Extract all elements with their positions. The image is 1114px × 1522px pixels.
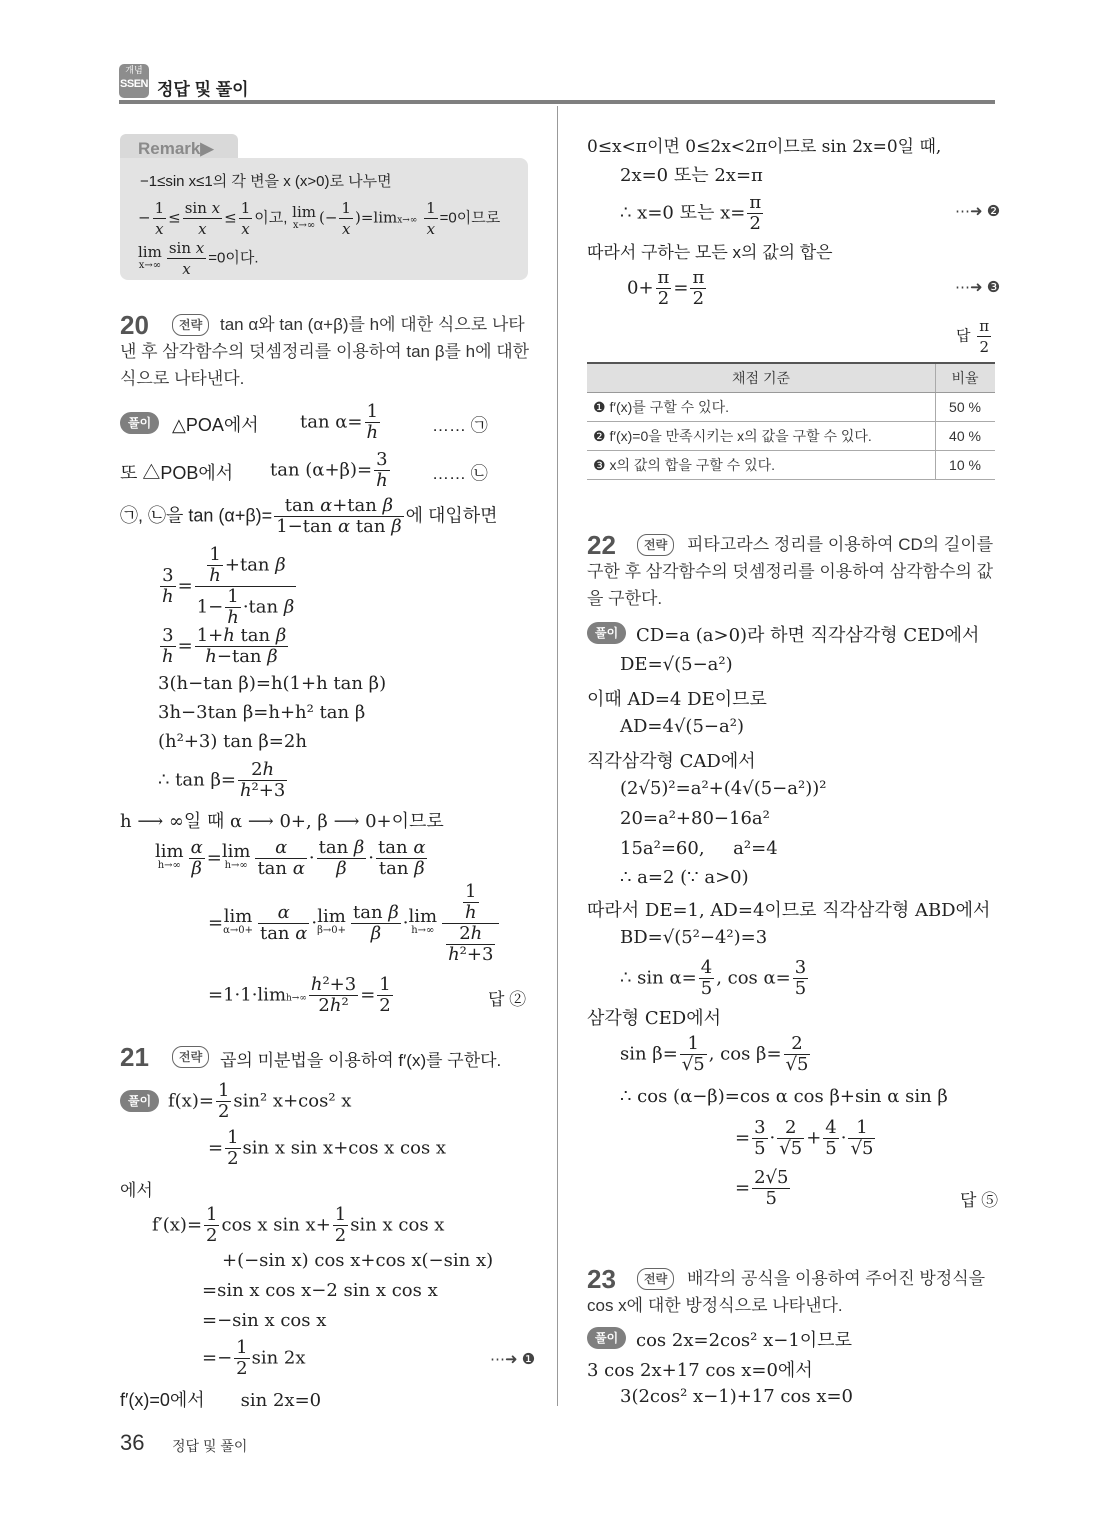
- q21-eseo: 에서: [120, 1181, 153, 1200]
- solution-tag-23: 풀이: [587, 1327, 626, 1349]
- q20-eq3: 3(h−tan β)=h(1+h tan β): [158, 673, 387, 694]
- remark-line3: lim x→∞ $\frac{\text{sin x}}{x}$ =0이다.: [138, 239, 259, 278]
- q20-line1-label: △POA에서: [172, 415, 259, 435]
- q22-s16: = $\frac{3}{5}$ · $\frac{2}{√5}$ + $\frac{4}{5}$ · $\frac{1}{√5}$: [735, 1117, 874, 1159]
- q20-line2-eq-text: tan (α+β)=: [270, 459, 373, 481]
- solution-tag-22: 풀이: [587, 622, 626, 644]
- q20-answer: 답 ②: [488, 990, 527, 1009]
- q22-s8: 15a²=60, a²=4: [620, 838, 778, 859]
- strategy-tag-21: 전략: [172, 1046, 209, 1068]
- q20-eq2: $\frac{3}{h}$ = $\frac{\text{1+h tan β}}{\text{h−tan β}}$: [162, 625, 287, 667]
- q21-last-a: f′(x)=0에서: [120, 1390, 205, 1410]
- q22-s4: AD=4√(5−a²): [620, 716, 744, 737]
- q20-line1-eq: tan α= $\frac{1}{h}$: [300, 401, 379, 443]
- q20-eq10: =1·1·limh→∞ $\frac{\text{h²+3}}{\text{2h²}}$ = $\frac{1}{2}$: [208, 974, 391, 1016]
- table-row: [587, 393, 995, 422]
- q21-right-r5-text: 0+: [627, 277, 654, 299]
- strategy-tag-20: 전략: [172, 314, 209, 336]
- strategy-text-21: 곱의 미분법을 이용하여 f′(x)를 구한다.: [220, 1051, 502, 1070]
- q21-f1: f(x)= $\frac{1}{2}$ sin² x+cos² x: [168, 1080, 352, 1122]
- q22-s7: 20=a²+80−16a²: [620, 808, 770, 829]
- q20-line3: ㉠, ㉡을 tan (α+β)= $\frac{\text{tan α+tan β}}{\text{1−tan α tan β}}$ 에 대입하면: [120, 495, 498, 537]
- strategy-text-23: 배각의 공식을 이용하여 주어진 방정식을 cos x에 대한 방정식으로 나타낸다.: [587, 1269, 986, 1315]
- q21-d1-a: f′(x)=: [152, 1214, 203, 1236]
- q22-answer: 답 ⑤: [960, 1191, 999, 1210]
- q21-d5: =− $\frac{1}{2}$ sin 2x: [202, 1337, 306, 1379]
- q20-eq6: ∴ tan β= $\frac{2h}{\text{h²+3}}$: [158, 759, 286, 801]
- q21-right-r1: 0≤x<π이면 0≤2x<2π이므로 sin 2x=0일 때,: [587, 137, 942, 157]
- brand-logo-line2: SSEN: [120, 78, 148, 90]
- remark-label: Remark▶: [120, 134, 238, 164]
- q22-s5: 직각삼각형 CAD에서: [587, 751, 756, 772]
- table-cell: 10 %: [936, 451, 996, 480]
- table-cell: ❸ x의 값의 합을 구할 수 있다.: [587, 451, 936, 480]
- q22-s12-a: ∴ sin α=: [620, 967, 697, 989]
- q21-right-r5: 0+ $\frac{\pi}{2}$ = $\frac{\pi}{2}$: [627, 267, 705, 309]
- remark-line2-b: =lim: [360, 208, 398, 227]
- q22-s12-b: , cos α=: [716, 967, 791, 989]
- q22-s14-b: , cos β=: [708, 1043, 782, 1065]
- strategy-text-22: 피타고라스 정리를 이용하여 CD의 길이를 구한 후 삼각함수의 덧셈정리를 이용하여 삼각함수의 값을 구한다.: [587, 535, 994, 608]
- q20-line2-eq: tan (α+β)= $\frac{3}{h}$: [270, 449, 388, 491]
- q21-f1-a: f(x)=: [168, 1090, 214, 1112]
- q20-eq4: 3h−3tan β=h+h² tan β: [158, 702, 366, 723]
- q22-s12: ∴ sin α= $\frac{4}{5}$ , cos α= $\frac{3}{5}$: [620, 957, 807, 999]
- question-number-21: 21: [120, 1042, 149, 1072]
- remark-box: [120, 158, 528, 280]
- brand-logo: [119, 64, 149, 98]
- brand-logo-line1: 개념: [125, 65, 143, 75]
- q22-s3: 이때 AD=4 DE이므로: [587, 689, 767, 710]
- q22-s14: sin β= $\frac{1}{√5}$ , cos β= $\frac{2}{√5}$: [620, 1033, 809, 1075]
- table-cell: ❷ f′(x)=0을 만족시키는 x의 값을 구할 수 있다.: [587, 422, 936, 451]
- scoring-table-header-ratio: 비율: [936, 363, 996, 393]
- q20-eq9: =lim α→0+ $\frac{\alpha}{\text{tan α}}$ ·lim β→0+ $\frac{\text{tan β}}{\beta}$ ·lim h→∞ $\frac{\frac{1}{h}}{\frac{2h}{\text{h²+3}}}$: [208, 882, 501, 965]
- q21-d1-b: cos x sin x+: [221, 1214, 331, 1236]
- q22-s10: 따라서 DE=1, AD=4이므로 직각삼각형 ABD에서: [587, 900, 991, 921]
- q20-eq7: h ⟶ ∞일 때 α ⟶ 0+, β ⟶ 0+이므로: [120, 811, 444, 832]
- q21-f2-b: sin x sin x+cos x cos x: [242, 1137, 447, 1159]
- q22-s1: CD=a (a>0)라 하면 직각삼각형 CED에서: [636, 625, 980, 646]
- q20-eq10-text: =1·1·lim: [208, 984, 287, 1006]
- scoring-table-header-criteria: 채점 기준: [587, 363, 936, 393]
- solution-tag-20: 풀이: [120, 412, 159, 434]
- scoring-table-header: [587, 363, 995, 393]
- column-divider: [557, 106, 558, 1406]
- q21-d1: f′(x)= $\frac{1}{2}$ cos x sin x+ $\frac{1}{2}$ sin x cos x: [152, 1204, 445, 1246]
- q22-s17: = $\frac{2√5}{5}$: [735, 1167, 789, 1209]
- q20-line3-a: ㉠, ㉡을 tan (α+β)=: [120, 505, 273, 526]
- q22-s14-a: sin β=: [620, 1043, 678, 1065]
- q21-d5-b: sin 2x: [251, 1347, 306, 1369]
- q23-t2: 3 cos 2x+17 cos x=0에서: [587, 1360, 813, 1381]
- q21-d4: =−sin x cos x: [202, 1310, 327, 1331]
- table-cell: 40 %: [936, 422, 996, 451]
- q20-line1-eq-text: tan α=: [300, 411, 363, 433]
- q22-s15: ∴ cos (α−β)=cos α cos β+sin α sin β: [620, 1086, 948, 1107]
- question-number-20: 20: [120, 310, 149, 340]
- q22-s2: DE=√(5−a²): [620, 654, 733, 675]
- q21-step3: ⋯➜ ❸: [955, 279, 1001, 296]
- q21-last-b: sin 2x=0: [240, 1390, 322, 1411]
- q21-right-r3-text: ∴ x=0 또는 x=: [620, 202, 746, 224]
- q21-step1: ⋯➜ ❶: [490, 1351, 536, 1368]
- q21-right-r4: 따라서 구하는 모든 x의 값의 합은: [587, 243, 833, 262]
- remark-line2: − $\frac{1}{x}$ ≤ $\frac{\text{sin x}}{x}$ ≤ $\frac{1}{x}$ 이고, lim x→∞ (− $\frac{1}{x}$ )=limx→∞ $\frac{1}{x}$ =0이므로: [138, 199, 501, 238]
- q22-s9: ∴ a=2 (∵ a>0): [620, 867, 749, 888]
- q21-last: [120, 1386, 321, 1412]
- q21-f1-b: sin² x+cos² x: [233, 1090, 352, 1112]
- q21-d3: =sin x cos x−2 sin x cos x: [202, 1280, 438, 1301]
- q23-t1: cos 2x=2cos² x−1이므로: [636, 1330, 852, 1351]
- q20-eq1: $\frac{3}{h}$ = $\frac{1}{h}$ +tan β 1− $\frac{1}{h}$ ·tan β: [162, 544, 295, 628]
- remark-line2-a: 이고,: [254, 209, 288, 227]
- q22-s13: 삼각형 CED에서: [587, 1008, 722, 1029]
- solution-tag-21: 풀이: [120, 1090, 159, 1112]
- scoring-table: [587, 362, 995, 480]
- footer-label: 정답 및 풀이: [172, 1438, 248, 1454]
- page-number: 36: [120, 1430, 145, 1455]
- page-header-title: 정답 및 풀이: [157, 80, 249, 99]
- table-row: [587, 422, 995, 451]
- q20-mark2: …… ㉡: [432, 464, 488, 483]
- q22-s6: (2√5)²=a²+(4√(5−a²))²: [620, 778, 827, 799]
- q21-f2: = $\frac{1}{2}$ sin x sin x+cos x cos x: [208, 1127, 447, 1169]
- q21-d5-a: =−: [202, 1347, 233, 1369]
- q20-line2-label: 또 △POB에서: [120, 463, 234, 483]
- strategy-tag-23: 전략: [637, 1268, 674, 1290]
- q21-d2: +(−sin x) cos x+cos x(−sin x): [222, 1250, 494, 1271]
- table-row: [587, 451, 995, 480]
- remark-line3-text: =0이다.: [208, 249, 259, 267]
- q21-step2: ⋯➜ ❷: [955, 203, 1001, 220]
- q20-eq5: (h²+3) tan β=2h: [158, 731, 307, 752]
- question-number-23: 23: [587, 1264, 616, 1294]
- strategy-text-20: tan α와 tan (α+β)를 h에 대한 식으로 나타낸 후 삼각함수의 덧셈정리를 이용하여 tan β를 h에 대한 식으로 나타낸다.: [120, 315, 530, 388]
- q22-s11: BD=√(5²−4²)=3: [620, 927, 768, 948]
- q21-right-r3: ∴ x=0 또는 x= $\frac{\pi}{2}$: [620, 192, 762, 234]
- strategy-tag-22: 전략: [637, 534, 674, 556]
- q20-line3-b: 에 대입하면: [405, 505, 498, 526]
- table-cell: 50 %: [936, 393, 996, 422]
- header-rule: [119, 100, 995, 104]
- q23-t3: 3(2cos² x−1)+17 cos x=0: [620, 1386, 853, 1407]
- q21-answer: 답 $\frac{\pi}{2}$: [956, 317, 990, 356]
- remark-line1: −1≤sin x≤1의 각 변을 x (x>0)로 나누면: [140, 173, 392, 190]
- q20-mark1: …… ㉠: [432, 416, 488, 435]
- q20-eq8: lim h→∞ $\frac{\alpha}{\beta}$ =lim h→∞ $\frac{\alpha}{\text{tan α}}$ · $\frac{\text{tan β}}{\beta}$ · $\frac{\text{tan α}}{\text{tan β}}$: [155, 837, 426, 879]
- q21-d1-c: sin x cos x: [350, 1214, 445, 1236]
- q21-answer-label: 답: [956, 327, 971, 345]
- table-cell: ❶ f′(x)를 구할 수 있다.: [587, 393, 936, 422]
- q21-right-r2: 2x=0 또는 2x=π: [620, 165, 763, 186]
- q20-eq6-text: ∴ tan β=: [158, 769, 236, 791]
- question-number-22: 22: [587, 530, 616, 560]
- remark-line2-c: =0이므로: [439, 209, 501, 227]
